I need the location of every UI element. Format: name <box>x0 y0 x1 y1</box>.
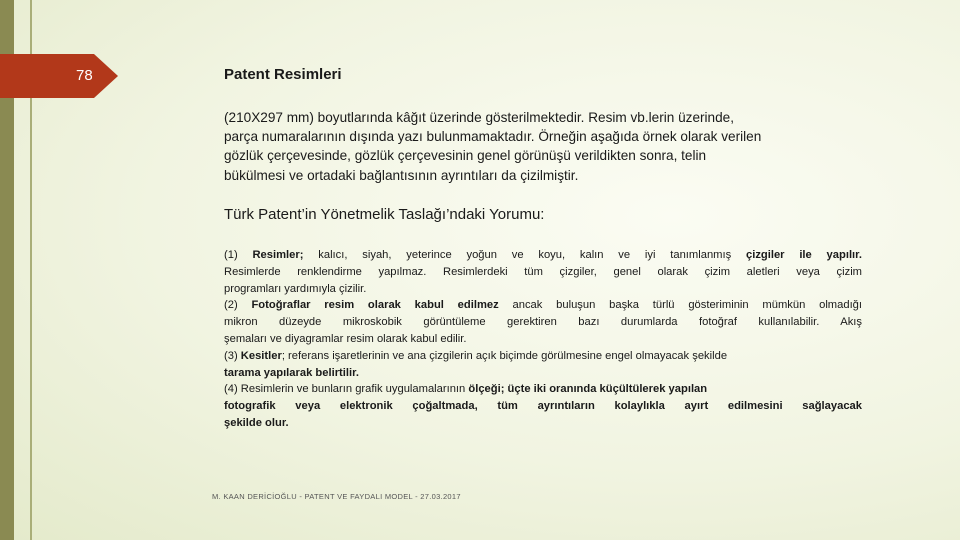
item-line: mikron düzeyde mikroskobik görüntüleme gerektiren bazı durumlarda fotoğraf kullanılabilir. Akış <box>224 316 862 329</box>
item-line: (4) Resimlerin ve bunların grafik uygulamalarının ölçeği; üçte iki oranında küçültülerek yapılan <box>224 383 708 396</box>
item-line: (1) Resimler; kalıcı, siyah, yeterince yoğun ve koyu, kalın ve iyi tanımlanmış çizgiler ile yapılır. <box>224 249 862 261</box>
intro-paragraph <box>224 108 864 185</box>
bold-term: Kesitler <box>240 349 282 362</box>
item-line: fotografik veya elektronik çoğaltmada, tüm ayrıntıların kolaylıkla ayırt edilmesini sağlayacak <box>224 400 862 413</box>
section-subheading: Türk Patent’in Yönetmelik Taslağı’ndaki Yorumu: <box>224 206 545 223</box>
bold-term: çizgiler ile yapılır. <box>745 249 862 261</box>
intro-line: (210X297 mm) boyutlarında kâğıt üzerinde gösterilmektedir. Resim vb.lerin üzerinde, <box>224 110 735 125</box>
item-line: şekilde olur. <box>224 416 289 429</box>
slide-number: 78 <box>76 67 93 84</box>
bold-term: Fotoğraflar resim olarak kabul edilmez <box>251 299 499 312</box>
item-line: Resimlerde renklendirme yapılmaz. Resimlerdeki tüm çizgiler, genel olarak çizim aletleri veya çizim <box>224 265 862 278</box>
item-line: (3) Kesitler; referans işaretlerinin ve ana çizgilerin açık biçimde görülmesine engel olmayacak şekilde <box>224 349 728 362</box>
slide-title: Patent Resimleri <box>224 66 342 83</box>
item-line: programları yardımıyla çizilir. <box>224 282 367 295</box>
bold-term: ölçeği; üçte iki oranında küçültülerek yapılan <box>468 383 708 396</box>
bold-term: Resimler; <box>252 249 304 261</box>
item-line: tarama yapılarak belirtilir. <box>224 366 359 379</box>
regulation-items <box>224 247 862 432</box>
intro-line: bükülmesi ve ortadaki bağlantısının ayrıntıları da çizilmiştir. <box>224 167 579 183</box>
item-line: (2) Fotoğraflar resim olarak kabul edilmez ancak buluşun başka türlü gösteriminin mümkün olmadığı <box>224 299 863 312</box>
intro-line: parça numaralarının dışında yazı bulunmamaktadır. Örneğin aşağıda örnek olarak verilen <box>224 129 762 145</box>
footer-text: M. KAAN DERİCİOĞLU - PATENT VE FAYDALI MODEL - 27.03.2017 <box>212 492 461 501</box>
intro-line: gözlük çerçevesinde, gözlük çerçevesinin genel görünüşü verildikten sonra, telin <box>224 148 707 164</box>
item-line: şemaları ve diyagramlar resim olarak kabul edilir. <box>224 332 467 345</box>
slide-number-tab <box>0 54 118 98</box>
